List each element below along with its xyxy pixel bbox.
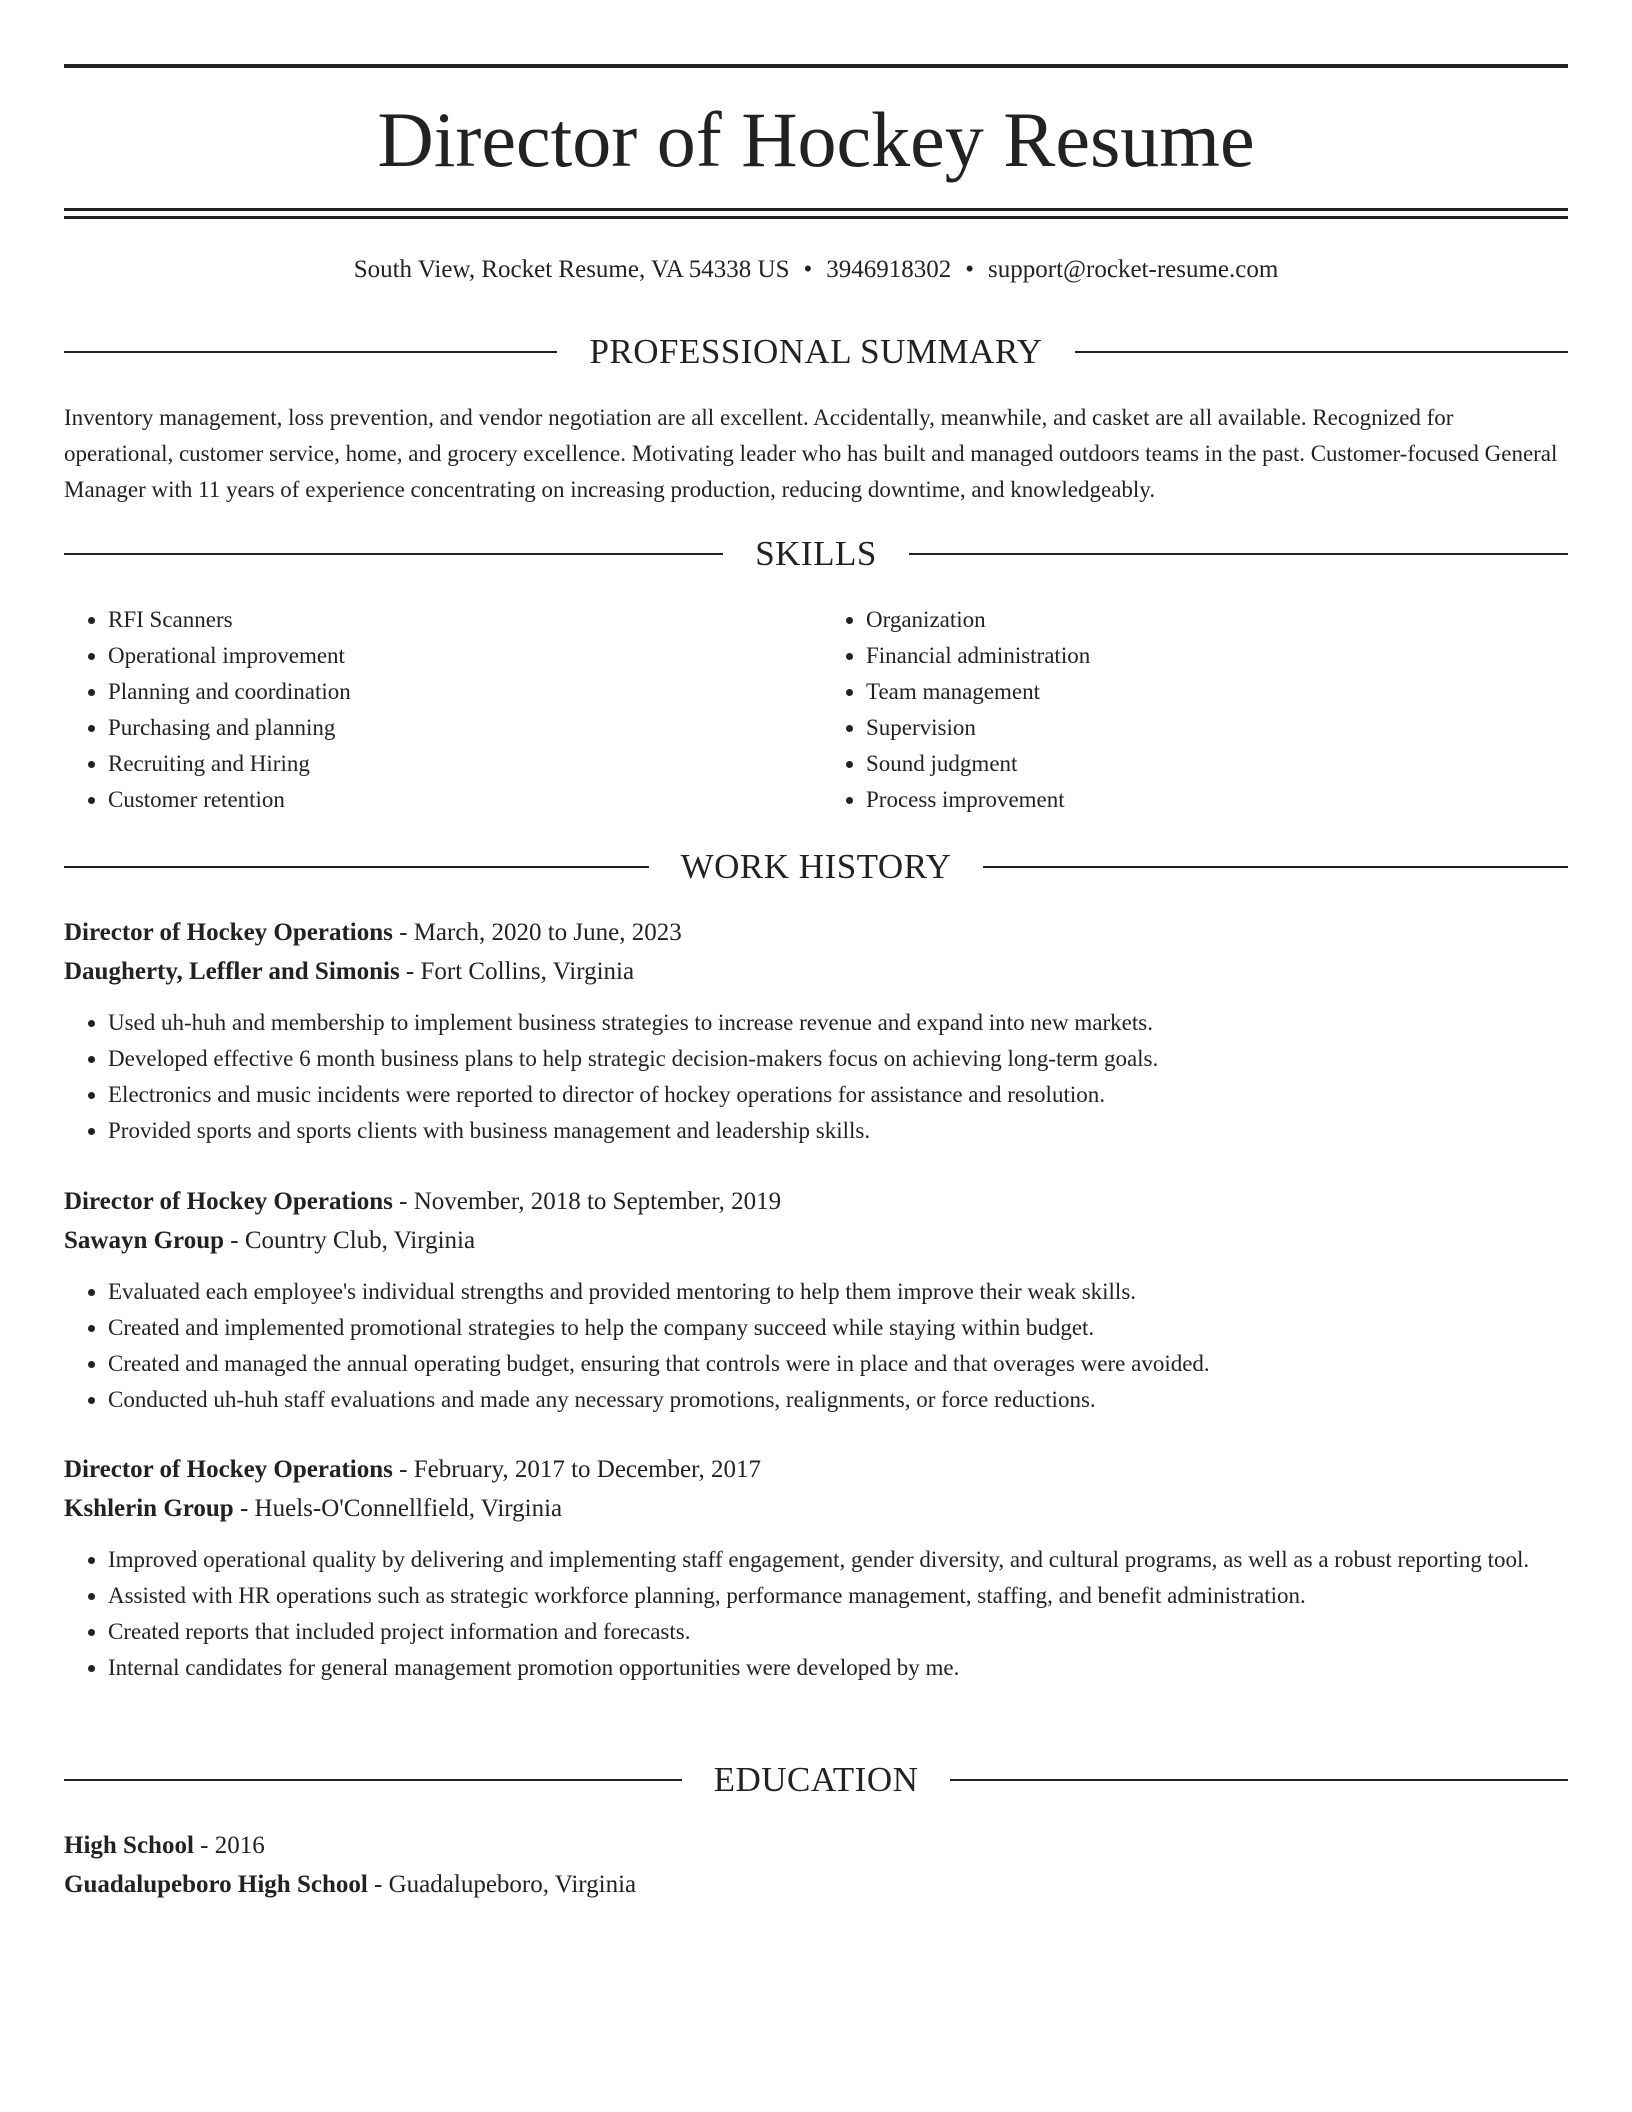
dash: -: [230, 1227, 239, 1254]
job-company: Sawayn Group: [64, 1227, 225, 1254]
education-entry: [64, 1826, 1568, 1904]
contact-separator: •: [965, 256, 975, 283]
skill-item: • RFI Scanners: [108, 602, 806, 638]
job-bullet: • Developed effective 6 month business plans to help strategic decision-makers focus on achieving long-term goals.: [108, 1041, 1568, 1077]
skill-item: • Purchasing and planning: [108, 710, 806, 746]
job-title: Director of Hockey Operations: [64, 919, 393, 946]
section-title: PROFESSIONAL SUMMARY: [589, 332, 1043, 371]
job-company-line: [64, 952, 1568, 991]
contact-separator: •: [803, 256, 813, 283]
skill-item: • Organization: [866, 602, 1568, 638]
header-bottom-rule-2: [64, 216, 1568, 219]
job-bullets: [64, 1005, 1568, 1149]
job-entry: [64, 1182, 1568, 1418]
contact-email: support@rocket-resume.com: [988, 256, 1279, 283]
section-rule: [909, 553, 1568, 555]
job-company: Kshlerin Group: [64, 1495, 234, 1522]
job-bullet: • Internal candidates for general management promotion opportunities were developed by me.: [108, 1650, 1568, 1686]
section-rule: [950, 1779, 1568, 1781]
section-title: SKILLS: [755, 534, 877, 573]
section-rule: [64, 866, 649, 868]
dash: -: [200, 1832, 209, 1859]
job-bullet: • Evaluated each employee's individual strengths and provided mentoring to help them improve their weak skills.: [108, 1274, 1568, 1310]
education-degree: High School: [64, 1832, 194, 1859]
skills-column-right: [806, 602, 1568, 818]
job-title-line: [64, 1450, 1568, 1489]
job-title: Director of Hockey Operations: [64, 1188, 393, 1215]
section-rule: [983, 866, 1568, 868]
job-location: Huels-O'Connellfield, Virginia: [254, 1495, 563, 1522]
contact-address: South View, Rocket Resume, VA 54338 US: [353, 256, 790, 283]
header-top-rule: [64, 64, 1568, 68]
skill-item: • Team management: [866, 674, 1568, 710]
contact-phone: 3946918302: [826, 256, 952, 283]
skill-item: • Recruiting and Hiring: [108, 746, 806, 782]
job-dates: March, 2020 to June, 2023: [413, 919, 682, 946]
summary-text: Inventory management, loss prevention, and vendor negotiation are all excellent. Accidentally, meanwhile, and casket are all available. Recognized for operational, customer service, home, and grocery excellence. Motivating leader who has built and managed outdoors teams in the past. Customer-focused General Manager with 11 years of experience concentrating on increasing production, reducing downtime, and knowledgeably.: [64, 405, 1558, 502]
dash: -: [374, 1871, 383, 1898]
education-year: 2016: [214, 1832, 265, 1859]
section-rule: [64, 351, 557, 353]
job-bullets: [64, 1542, 1568, 1686]
job-title: Director of Hockey Operations: [64, 1456, 393, 1483]
dash: -: [399, 919, 408, 946]
skill-item: • Sound judgment: [866, 746, 1568, 782]
education-school-line: [64, 1865, 1568, 1904]
skill-item: • Operational improvement: [108, 638, 806, 674]
job-location: Fort Collins, Virginia: [420, 958, 635, 985]
job-bullet: • Improved operational quality by delivering and implementing staff engagement, gender diversity, and cultural programs, as well as a robust reporting tool.: [108, 1542, 1568, 1578]
job-location: Country Club, Virginia: [244, 1227, 476, 1254]
header-bottom-rule: [64, 208, 1568, 211]
job-bullet: • Assisted with HR operations such as strategic workforce planning, performance management, staffing, and benefit administration.: [108, 1578, 1568, 1614]
job-bullet: • Used uh-huh and membership to implement business strategies to increase revenue and expand into new markets.: [108, 1005, 1568, 1041]
section-heading-education: [64, 1758, 1568, 1802]
job-bullet: • Created and managed the annual operating budget, ensuring that controls were in place and that overages were avoided.: [108, 1346, 1568, 1382]
job-title-line: [64, 913, 1568, 952]
dash: -: [399, 1456, 408, 1483]
section-title: EDUCATION: [713, 1760, 919, 1799]
skill-item: • Planning and coordination: [108, 674, 806, 710]
skill-item: • Financial administration: [866, 638, 1568, 674]
skills-list: [64, 602, 1568, 818]
job-company-line: [64, 1221, 1568, 1260]
skill-item: • Supervision: [866, 710, 1568, 746]
education-location: Guadalupeboro, Virginia: [388, 1871, 637, 1898]
job-bullet: • Electronics and music incidents were reported to director of hockey operations for assistance and resolution.: [108, 1077, 1568, 1113]
job-bullet: • Created and implemented promotional strategies to help the company succeed while staying within budget.: [108, 1310, 1568, 1346]
job-bullets: [64, 1274, 1568, 1418]
section-title: WORK HISTORY: [680, 847, 952, 886]
job-bullet: • Provided sports and sports clients with business management and leadership skills.: [108, 1113, 1568, 1149]
job-bullet: • Conducted uh-huh staff evaluations and made any necessary promotions, realignments, or force reductions.: [108, 1382, 1568, 1418]
job-company-line: [64, 1489, 1568, 1528]
job-dates: November, 2018 to September, 2019: [413, 1188, 782, 1215]
dash: -: [239, 1495, 249, 1522]
education-school: Guadalupeboro High School: [64, 1871, 368, 1898]
dash: -: [405, 958, 415, 985]
skill-item: • Process improvement: [866, 782, 1568, 818]
job-dates: February, 2017 to December, 2017: [413, 1456, 761, 1483]
job-bullet: • Created reports that included project information and forecasts.: [108, 1614, 1568, 1650]
job-company: Daugherty, Leffler and Simonis: [64, 958, 400, 985]
section-heading-skills: [64, 532, 1568, 576]
section-rule: [64, 1779, 682, 1781]
education-degree-line: [64, 1826, 1568, 1865]
contact-line: [64, 252, 1568, 288]
dash: -: [399, 1188, 408, 1215]
resume-title: Director of Hockey Resume: [377, 96, 1255, 183]
job-title-line: [64, 1182, 1568, 1221]
section-rule: [64, 553, 723, 555]
job-entry: [64, 1450, 1568, 1686]
section-rule: [1075, 351, 1568, 353]
section-heading-work-history: [64, 845, 1568, 889]
section-heading-summary: [64, 330, 1568, 374]
skills-column-left: [64, 602, 806, 818]
job-entry: [64, 913, 1568, 1149]
skill-item: • Customer retention: [108, 782, 806, 818]
